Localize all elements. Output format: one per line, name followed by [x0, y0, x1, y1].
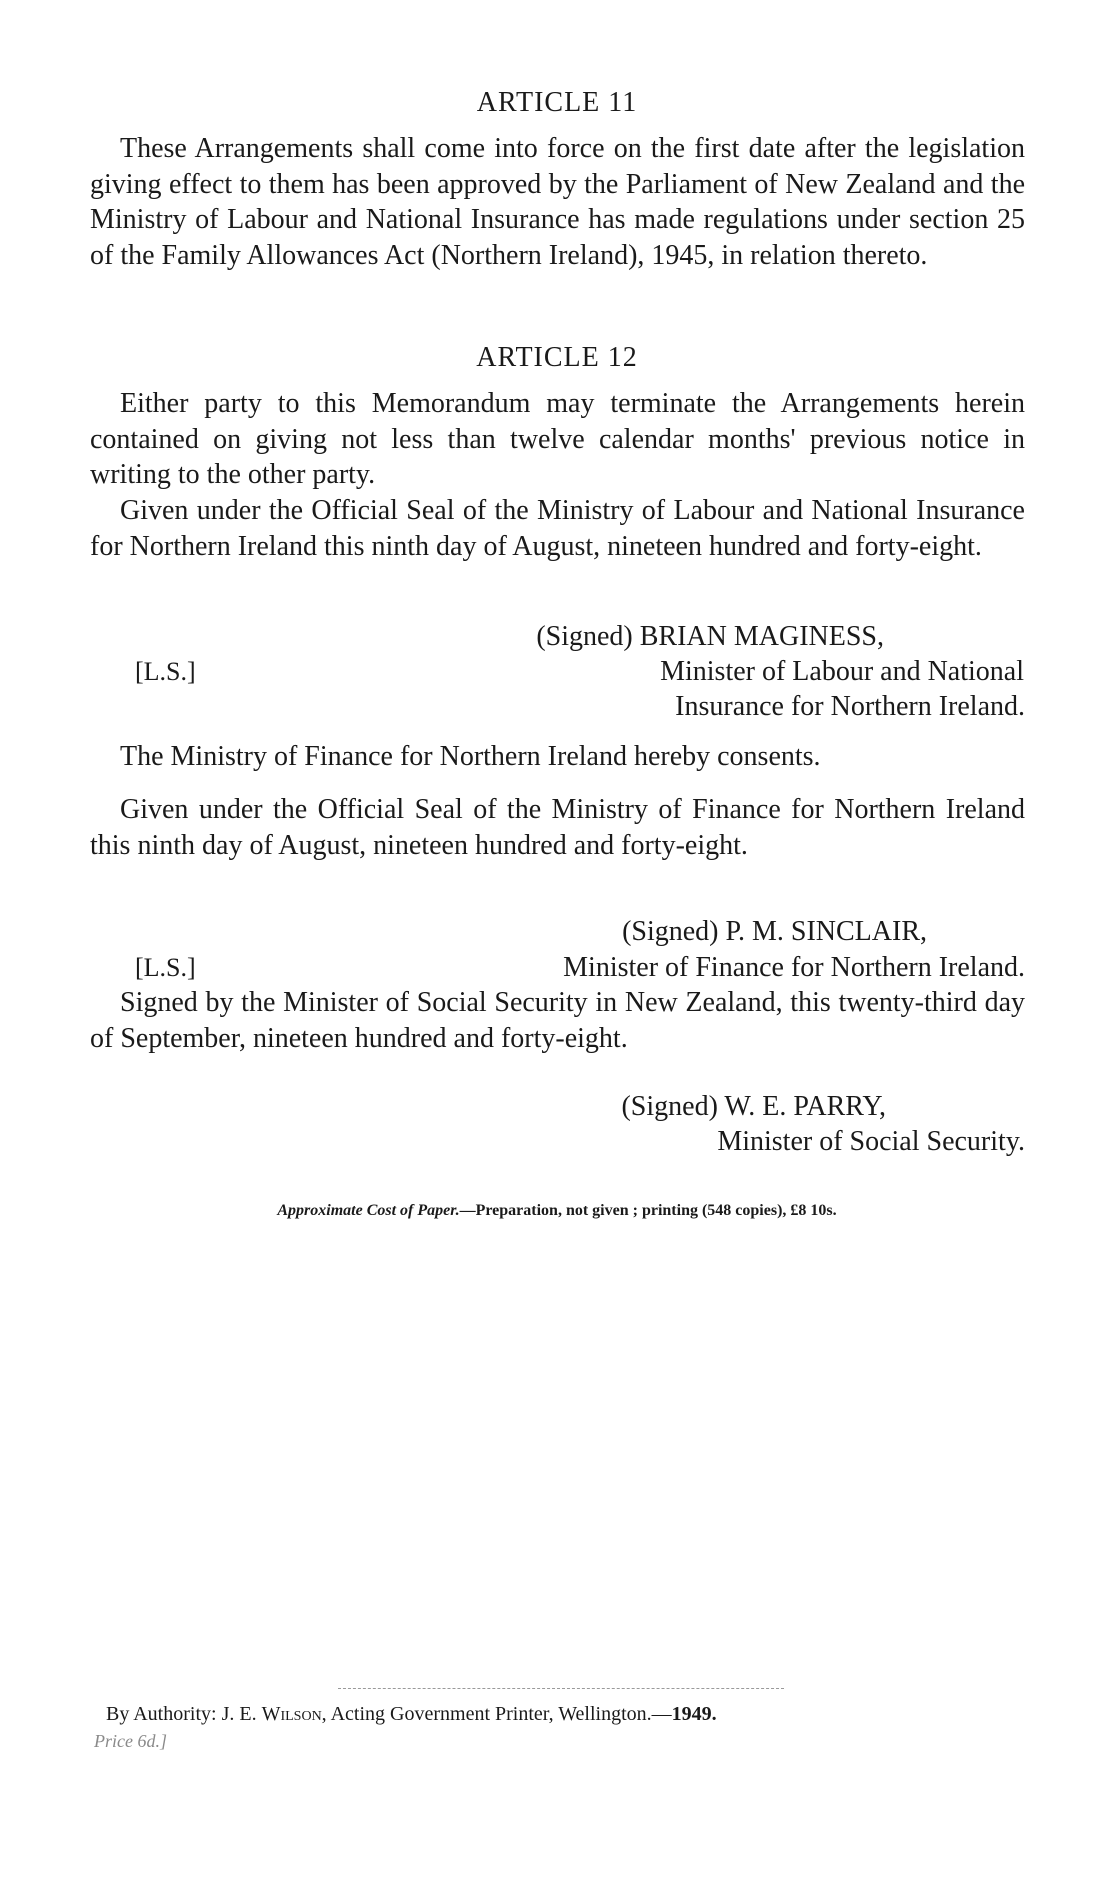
seal-1: [L.S.] [135, 657, 196, 686]
seal-2: [L.S.] [135, 953, 196, 982]
authority-prefix: By Authority: J. E. [106, 1703, 257, 1725]
signature-1-title-1: Minister of Labour and National [660, 656, 1024, 687]
printer-name: Wilson, [261, 1703, 327, 1725]
signature-3-name: (Signed) W. E. PARRY, [621, 1091, 886, 1122]
finance-given: Given under the Official Seal of the Ministry of Finance for Northern Ireland this ninth day of August, nineteen hundred and forty-eight. [90, 794, 1025, 861]
signature-3-title: Minister of Social Security. [717, 1126, 1025, 1157]
signature-1-title-2: Insurance for Northern Ireland. [675, 691, 1025, 722]
article-12-given: Given under the Official Seal of the Ministry of Labour and National Insurance for Northern Ireland this ninth day of August, nineteen hundred and forty-eight. [90, 495, 1025, 562]
signature-2-title: Minister of Finance for Northern Ireland. [563, 952, 1025, 983]
cost-label: Approximate Cost of Paper. [277, 1202, 460, 1219]
authority-year: 1949. [671, 1703, 717, 1725]
finance-consent: The Ministry of Finance for Northern Ireland hereby consents. [120, 741, 821, 772]
article-12-heading: ARTICLE 12 [476, 342, 638, 373]
signature-2-name: (Signed) P. M. SINCLAIR, [622, 916, 927, 947]
nz-signed: Signed by the Minister of Social Security in New Zealand, this twenty-third day of September, nineteen hundred and forty-eight. [90, 987, 1025, 1054]
price: Price 6d.] [94, 1731, 167, 1751]
authority-line [106, 1703, 717, 1726]
article-11-heading: ARTICLE 11 [476, 87, 638, 118]
authority-suffix: Acting Government Printer, Wellington.— [330, 1703, 672, 1725]
footer-rule [338, 1688, 784, 1689]
article-11-body: These Arrangements shall come into force on the first date after the legislation giving effect to them has been approved by the Parliament of New Zealand and the Ministry of Labour and National Insurance has made regulations under section 25 of the Family Allowances Act (Northern Ireland), 1945, in relation thereto. [90, 133, 1025, 271]
cost-text: —Preparation, not given ; printing (548 copies), £8 10s. [459, 1202, 837, 1219]
cost-of-paper [0, 1202, 1114, 1220]
article-12-body: Either party to this Memorandum may terminate the Arrangements herein contained on giving not less than twelve calendar months' previous notice in writing to the other party. [90, 388, 1025, 490]
signature-1-name: (Signed) BRIAN MAGINESS, [536, 621, 884, 652]
